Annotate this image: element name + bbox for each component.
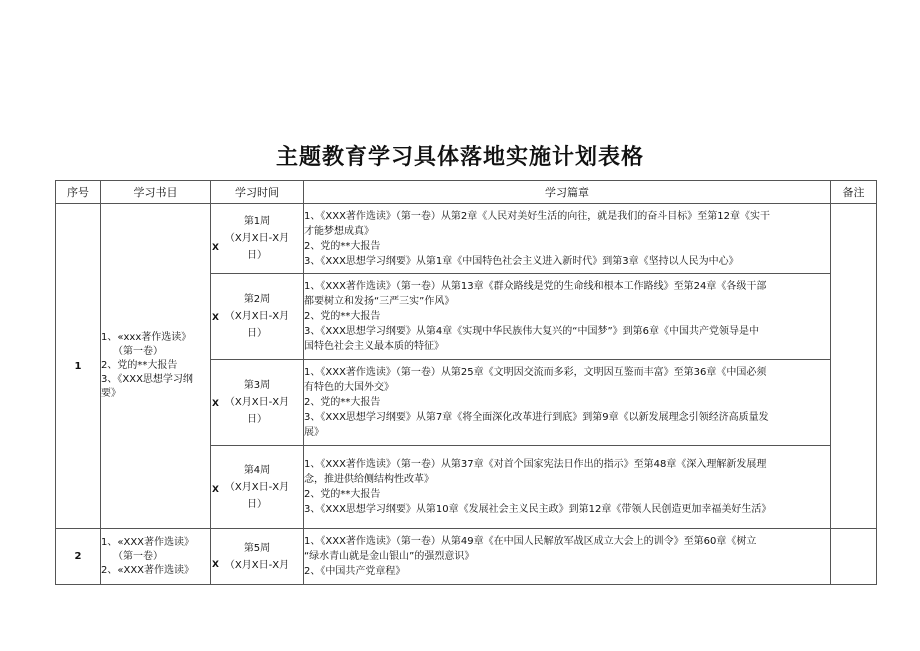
chapter-line: 都要树立和发扬“三严三实”作风》 [304, 296, 455, 307]
seq-cell: 1 [56, 204, 101, 529]
plan-table [55, 180, 877, 585]
date-end: 日） [247, 328, 267, 339]
chapter-line: 3、《XXX思想学习纲要》从第10章《发展社会主义民主政》到第12章《带领人民创造更加幸福美好生活》 [304, 504, 772, 515]
time-cell [211, 274, 304, 360]
page-title: 主题教育学习具体落地实施计划表格 [275, 145, 644, 170]
chapter-line: 1、《XXX著作选读》（第一卷）从第49章《在中国人民解放军战区成立大会上的训令》至第60章《树立 [304, 536, 757, 547]
chapter-line: 国特色社会主义最本质的特征》 [304, 341, 444, 352]
chapter-line: 3、《XXX思想学习纲要》从第7章《将全面深化改革进行到底》到第9章《以新发展理念引领经济高质量发 [304, 412, 769, 423]
time-cell [211, 446, 304, 529]
x-mark: X [212, 485, 219, 495]
chapter-line: “绿水青山就是金山银山”的强烈意识》 [304, 551, 475, 562]
header-books: 学习书目 [101, 181, 211, 204]
book-line: 1、«xxx著作选读》 [101, 332, 192, 343]
chapter-line: 3、《XXX思想学习纲要》从第1章《中国特色社会主义进入新时代》到第3章《坚持以人民为中心》 [304, 255, 739, 267]
chapter-line: 2、党的**大报告 [304, 489, 381, 500]
chapters-cell [304, 446, 831, 529]
chapter-line: 才能梦想成真》 [304, 225, 374, 237]
book-line: 要》 [101, 388, 121, 399]
time-cell [211, 204, 304, 274]
header-notes: 备注 [831, 181, 877, 204]
table-row [56, 529, 877, 585]
chapters-cell [304, 529, 831, 585]
notes-cell [831, 529, 877, 585]
chapter-line: 2、党的**大报告 [304, 240, 381, 252]
week-label: 第4周 [243, 464, 271, 476]
chapters-cell [304, 360, 831, 446]
notes-cell [831, 204, 877, 529]
time-cell [211, 360, 304, 446]
header-time: 学习时间 [211, 181, 304, 204]
book-line: 1、«XXX著作选读》 [101, 536, 195, 548]
table-row [56, 204, 877, 274]
chapter-line: 展》 [304, 427, 324, 438]
week-label: 第5周 [243, 542, 271, 554]
book-line: （第一卷） [113, 346, 163, 357]
chapter-line: 1、《XXX著作选读》（第一卷）从第25章《文明因交流而多彩，文明因互鉴而丰富》至第36章《中国必须 [304, 367, 767, 378]
books-cell [101, 529, 211, 585]
chapter-line: 1、《XXX著作选读》（第一卷）从第37章《对首个国家宪法日作出的指示》至第48章《深入理解新发展理 [304, 459, 767, 470]
date-range: （X月X日-X月 [224, 397, 290, 408]
chapter-line: 3、《XXX思想学习纲要》从第4章《实现中华民族伟大复兴的“中国梦”》到第6章《中国共产党领导是中 [304, 326, 759, 337]
date-end: 日） [247, 414, 267, 425]
week-label: 第2周 [243, 294, 271, 305]
book-line: （第一卷） [113, 550, 163, 562]
books-cell [101, 204, 211, 529]
seq-cell: 2 [56, 529, 101, 585]
book-line: 2、党的**大报告 [101, 360, 178, 371]
chapter-line: 1、《XXX著作选读》（第一卷）从第13章《群众路线是党的生命线和根本工作路线》至第24章《各级干部 [304, 281, 767, 292]
chapters-cell [304, 274, 831, 360]
book-line: 3、《XXX思想学习纲 [101, 374, 193, 385]
date-range: （X月X日-X月 [224, 559, 290, 571]
date-range: （X月X日-X月 [224, 233, 290, 244]
chapter-line: 2、《中国共产党章程》 [304, 566, 406, 577]
header-row [56, 181, 877, 204]
x-mark: X [212, 243, 219, 253]
week-label: 第1周 [243, 216, 271, 227]
x-mark: X [212, 313, 219, 323]
chapters-cell [304, 204, 831, 274]
chapter-line: 2、党的**大报告 [304, 397, 381, 408]
x-mark: X [212, 560, 219, 570]
week-label: 第3周 [243, 380, 271, 391]
date-range: （X月X日-X月 [224, 311, 290, 322]
date-end: 日） [247, 250, 267, 261]
date-end: 日） [247, 498, 267, 510]
chapter-line: 念，推进供给侧结构性改革》 [304, 474, 434, 485]
header-seq: 序号 [56, 181, 101, 204]
x-mark: X [212, 399, 219, 409]
book-line: 2、«XXX著作选读》 [101, 564, 195, 576]
date-range: （X月X日-X月 [224, 481, 290, 493]
time-cell [211, 529, 304, 585]
header-chapters: 学习篇章 [304, 181, 831, 204]
chapter-line: 2、党的**大报告 [304, 311, 381, 322]
chapter-line: 有特色的大国外交》 [304, 382, 394, 393]
chapter-line: 1、《XXX著作选读》（第一卷）从第2章《人民对美好生活的向往，就是我们的奋斗目标》至第12章《实干 [304, 210, 771, 222]
